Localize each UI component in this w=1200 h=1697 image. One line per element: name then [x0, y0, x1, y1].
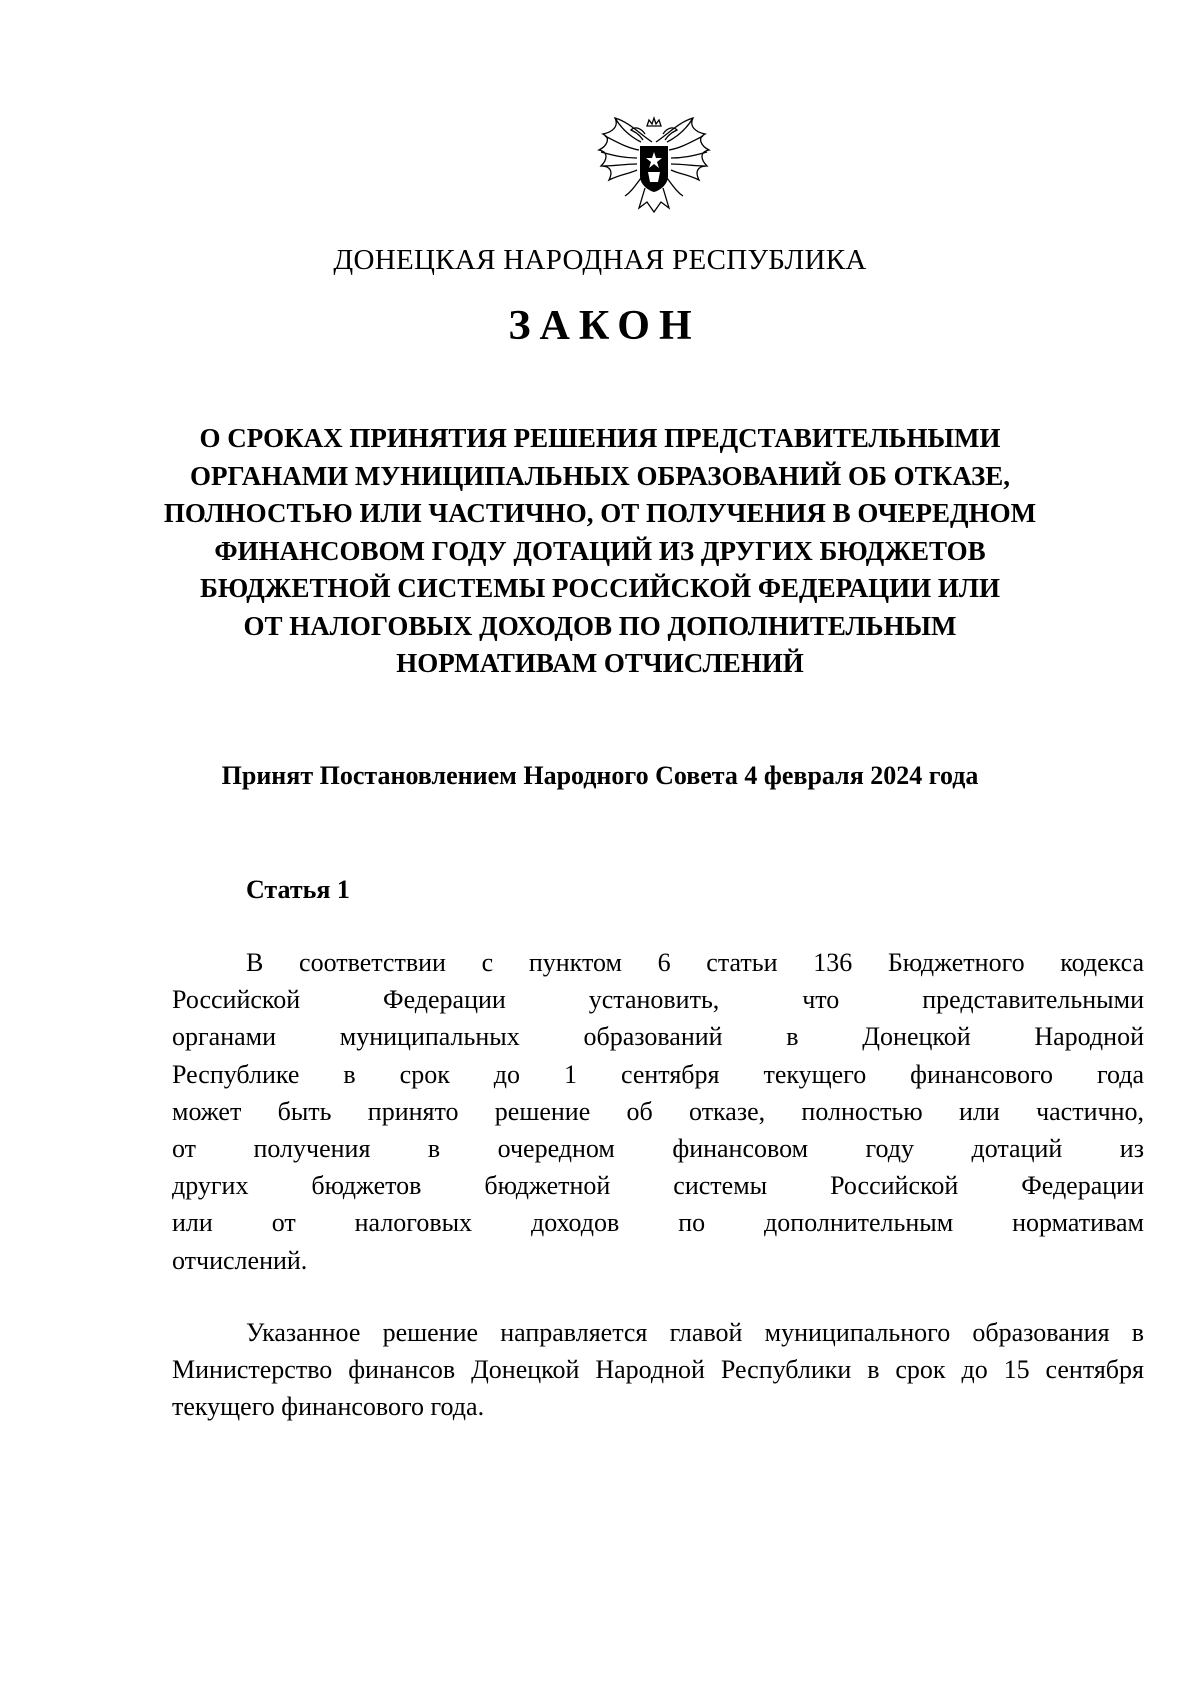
- law-subject-line: БЮДЖЕТНОЙ СИСТЕМЫ РОССИЙСКОЙ ФЕДЕРАЦИИ ИЛИ: [199, 573, 1001, 603]
- paragraph-line: других бюджетов бюджетной системы Российской Федерации: [172, 1171, 1144, 1201]
- coat-of-arms-icon: [595, 112, 713, 216]
- adoption-note: Принят Постановлением Народного Совета 4 февраля 2024 года: [221, 761, 979, 790]
- law-subject-line: ОТ НАЛОГОВЫХ ДОХОДОВ ПО ДОПОЛНИТЕЛЬНЫМ: [243, 610, 957, 641]
- paragraph-line: органами муниципальных образований в Донецкой Народной: [172, 1022, 1144, 1052]
- paragraph-line: Республике в срок до 1 сентября текущего финансового года: [172, 1059, 1144, 1089]
- law-subject-line: О СРОКАХ ПРИНЯТИЯ РЕШЕНИЯ ПРЕДСТАВИТЕЛЬНЫМИ: [199, 423, 1001, 453]
- article-paragraph: [172, 944, 1144, 1279]
- paragraph-line: Российской Федерации установить, что представительными: [172, 985, 1144, 1015]
- article-paragraph: [172, 1314, 1144, 1426]
- law-subject-line: ФИНАНСОВОМ ГОДУ ДОТАЦИЙ ИЗ ДРУГИХ БЮДЖЕТОВ: [214, 535, 986, 566]
- document-type-title: ЗАКОН: [508, 303, 701, 349]
- paragraph-line: Министерство финансов Донецкой Народной Республики в срок до 15 сентября: [172, 1355, 1144, 1385]
- paragraph-line: от получения в очередном финансовом году дотаций из: [172, 1133, 1144, 1163]
- paragraph-line: отчислений.: [172, 1245, 308, 1275]
- article-heading: Статья 1: [246, 875, 350, 904]
- law-subject-line: ПОЛНОСТЬЮ ИЛИ ЧАСТИЧНО, ОТ ПОЛУЧЕНИЯ В ОЧЕРЕДНОМ: [163, 498, 1037, 528]
- paragraph-line: Указанное решение направляется главой муниципального образования в: [246, 1318, 1144, 1347]
- law-subject-line: ОРГАНАМИ МУНИЦИПАЛЬНЫХ ОБРАЗОВАНИЙ ОБ ОТКАЗЕ,: [189, 460, 1011, 491]
- law-subject-line: НОРМАТИВАМ ОТЧИСЛЕНИЙ: [396, 648, 804, 678]
- paragraph-line: текущего финансового года.: [172, 1392, 485, 1422]
- paragraph-line: может быть принято решение об отказе, полностью или частично,: [172, 1096, 1144, 1126]
- republic-name: ДОНЕЦКАЯ НАРОДНАЯ РЕСПУБЛИКА: [333, 244, 867, 276]
- law-subject-title: [160, 420, 1040, 683]
- paragraph-line: В соответствии с пунктом 6 статьи 136 Бюджетного кодекса: [246, 948, 1144, 977]
- paragraph-line: или от налоговых доходов по дополнительным нормативам: [172, 1208, 1144, 1238]
